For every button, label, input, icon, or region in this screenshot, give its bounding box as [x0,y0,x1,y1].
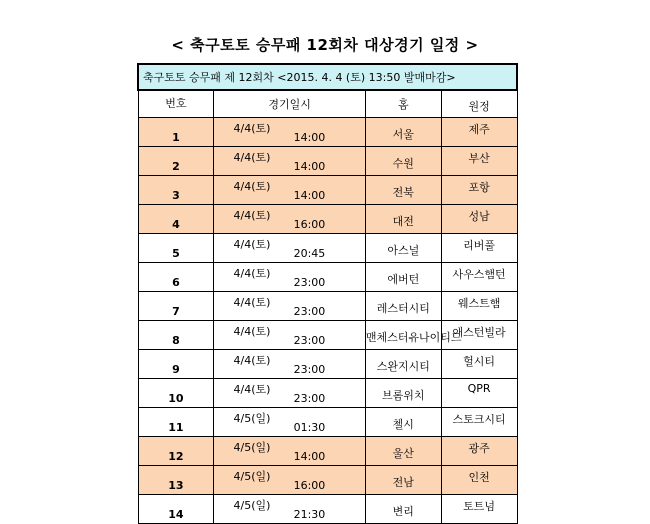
match-time: 14:00 [290,118,366,147]
match-row [138,292,517,321]
home-team [365,321,462,350]
home-team-label: 전남 [392,476,414,489]
match-date: 4/5(일) [214,495,290,524]
home-team [365,437,441,466]
home-team-label: 스완지시티 [376,360,430,373]
match-row [138,408,517,437]
match-number: 6 [138,263,214,292]
match-date: 4/4(토) [214,292,290,321]
match-row [138,234,517,263]
header-away: 원정 [441,90,517,118]
home-team [365,350,441,379]
away-team: 사우스햄턴 [441,263,517,292]
match-row [138,263,517,292]
match-date: 4/4(토) [214,147,290,176]
home-team [365,176,441,205]
away-team: 광주 [441,437,517,466]
match-time: 16:00 [290,205,366,234]
away-team: 애스턴빌라 [441,321,517,350]
home-team-label: 맨체스터유나이티드 [365,331,462,344]
match-row [138,437,517,466]
match-time: 14:00 [290,437,366,466]
home-team [365,466,441,495]
match-time: 21:30 [290,495,366,524]
match-row [138,379,517,408]
match-date: 4/5(일) [214,466,290,495]
match-time: 23:00 [290,292,366,321]
header-home: 홈 [365,90,441,118]
match-number: 10 [138,379,214,408]
home-team [365,379,441,408]
away-team: 인천 [441,466,517,495]
away-team: 포항 [441,176,517,205]
home-team [365,205,441,234]
match-time: 16:00 [290,466,366,495]
match-row [138,176,517,205]
match-number: 7 [138,292,214,321]
match-time: 20:45 [290,234,366,263]
match-time: 23:00 [290,321,366,350]
away-team: QPR [441,379,517,408]
home-team-label: 첼시 [392,418,414,431]
page-title: < 축구토토 승무패 12회차 대상경기 일정 > [171,36,479,54]
match-time: 14:00 [290,147,366,176]
home-team [365,263,441,292]
header-datetime: 경기일시 [214,90,366,118]
home-team [365,292,441,321]
match-number: 1 [138,118,214,147]
match-number: 14 [138,495,214,524]
home-team-label: 서울 [392,128,414,141]
away-team: 리버풀 [441,234,517,263]
match-date: 4/4(토) [214,118,290,147]
home-team [365,147,441,176]
match-time: 01:30 [290,408,366,437]
match-row [138,147,517,176]
match-number: 13 [138,466,214,495]
home-team-label: 전북 [392,186,414,199]
match-number: 8 [138,321,214,350]
match-date: 4/4(토) [214,234,290,263]
match-time: 14:00 [290,176,366,205]
match-time: 23:00 [290,379,366,408]
home-team-label: 변리 [392,505,414,518]
match-number: 12 [138,437,214,466]
match-row [138,321,517,350]
home-team-label: 에버턴 [387,273,420,286]
match-number: 3 [138,176,214,205]
away-team: 헐시티 [441,350,517,379]
home-team [365,408,441,437]
match-time: 23:00 [290,263,366,292]
match-row [138,495,517,524]
match-date: 4/4(토) [214,350,290,379]
home-team-label: 아스널 [387,244,420,257]
match-row [138,118,517,147]
match-row [138,205,517,234]
banner-row [138,64,517,90]
home-team-label: 브롬위치 [382,389,425,402]
match-date: 4/4(토) [214,263,290,292]
match-number: 11 [138,408,214,437]
match-date: 4/5(일) [214,437,290,466]
away-team: 웨스트햄 [441,292,517,321]
away-team: 토트넘 [441,495,517,524]
away-team: 성남 [441,205,517,234]
match-date: 4/4(토) [214,379,290,408]
match-date: 4/4(토) [214,205,290,234]
home-team [365,495,441,524]
match-number: 9 [138,350,214,379]
home-team-label: 울산 [392,447,414,460]
home-team [365,234,441,263]
match-number: 5 [138,234,214,263]
match-number: 4 [138,205,214,234]
away-team: 부산 [441,147,517,176]
header-row [138,90,517,118]
round-banner: 축구토토 승무패 제 12회차 <2015. 4. 4 (토) 13:50 발매마감> [138,64,517,90]
match-date: 4/4(토) [214,321,290,350]
match-row [138,466,517,495]
match-time: 23:00 [290,350,366,379]
schedule-table [137,63,518,524]
match-date: 4/4(토) [214,176,290,205]
match-date: 4/5(일) [214,408,290,437]
away-team: 스토크시티 [441,408,517,437]
away-team: 제주 [441,118,517,147]
match-number: 2 [138,147,214,176]
header-no: 번호 [138,90,214,118]
home-team [365,118,441,147]
home-team-label: 대전 [392,215,414,228]
home-team-label: 레스터시티 [376,302,430,315]
home-team-label: 수원 [392,157,414,170]
match-row [138,350,517,379]
